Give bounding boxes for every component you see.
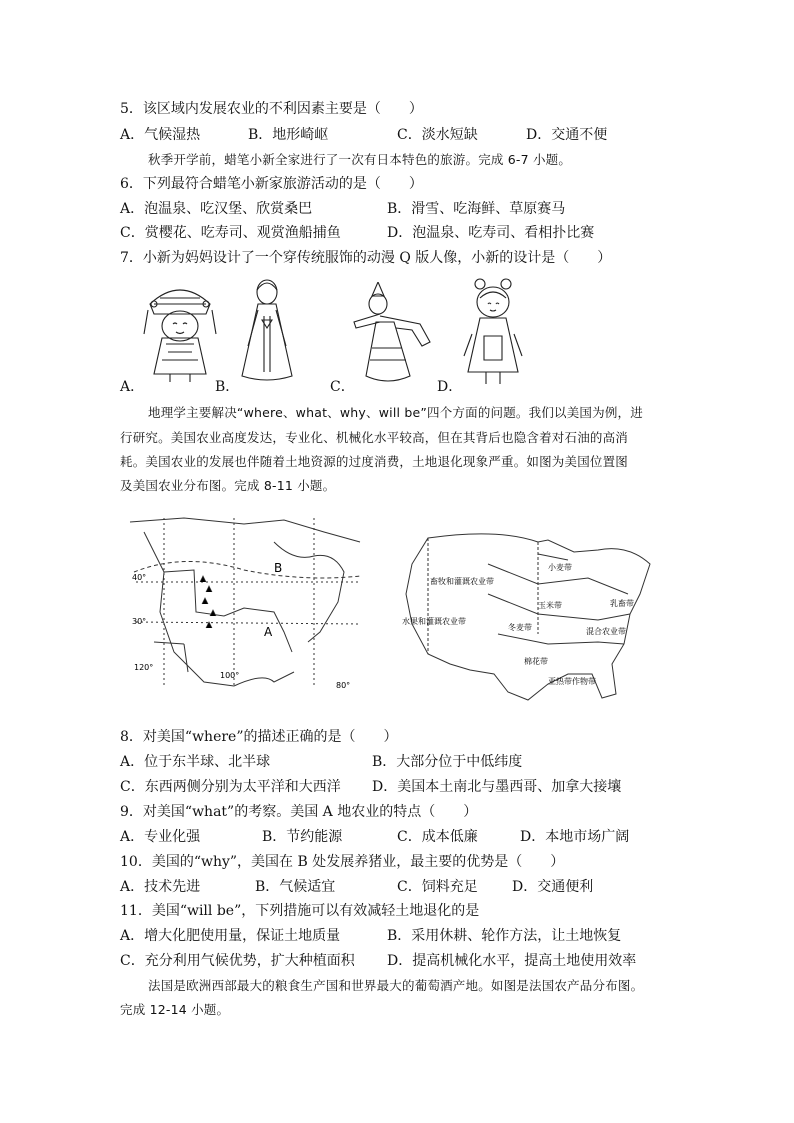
map1-label-lat40: 40°	[132, 573, 147, 582]
q8-option-b: B．大部分位于中低纬度	[372, 754, 523, 770]
q11-option-d: D．提高机械化水平，提高土地使用效率	[387, 953, 637, 969]
map2-label-fruit: 水果和灌溉农业带	[402, 617, 466, 626]
us-agriculture-map	[398, 524, 664, 716]
figure-d-costume-doll	[462, 276, 524, 388]
intro-8-11-line-3: 耗。美国农业的发展也伴随着土地资源的过度消费，土地退化现象严重。如图为美国位置图	[120, 454, 629, 469]
map1-label-lon80: 80°	[336, 681, 351, 690]
q6-option-a: A．泡温泉、吃汉堡、欣赏桑巴	[120, 201, 313, 217]
map2-label-corn: 玉米带	[538, 601, 562, 610]
q7-stem: 7．小新为妈妈设计了一个穿传统服饰的动漫 Q 版人像，小新的设计是（ ）	[120, 250, 612, 266]
q10-option-b: B．气候适宜	[255, 879, 336, 895]
figure-c-costume-doll	[350, 282, 440, 386]
q11-stem: 11．美国“will be”，下列措施可以有效减轻土地退化的是	[120, 903, 480, 919]
q10-option-c: C．饲料充足	[397, 879, 478, 895]
q6-option-b: B．滑雪、吃海鲜、草原赛马	[387, 201, 566, 217]
q8-option-a: A．位于东半球、北半球	[120, 754, 271, 770]
q11-option-b: B．采用休耕、轮作方法，让土地恢复	[387, 928, 622, 944]
q7-option-c: C．	[330, 379, 355, 395]
q11-option-c: C．充分利用气候优势，扩大种植面积	[120, 953, 355, 969]
q9-option-d: D．本地市场广阔	[520, 829, 630, 845]
q9-option-a: A．专业化强	[120, 829, 201, 845]
q6-stem: 6．下列最符合蜡笔小新家旅游活动的是（ ）	[120, 176, 423, 192]
map1-label-lat30: 30°	[132, 617, 147, 626]
map2-label-dairy: 乳畜带	[610, 599, 634, 608]
map1-label-a: A	[264, 625, 273, 639]
map2-label-ranching: 畜牧和灌溉农业带	[430, 577, 494, 586]
q5-stem: 5．该区域内发展农业的不利因素主要是（ ）	[120, 101, 423, 117]
q9-option-b: B．节约能源	[262, 829, 343, 845]
intro-12-14-line-1: 法国是欧洲西部最大的粮食生产国和世界最大的葡萄酒产地。如图是法国农产品分布图。	[148, 978, 644, 993]
intro-8-11-line-2: 行研究。美国农业高度发达，专业化、机械化水平较高，但在其背后也隐含着对石油的高消	[120, 430, 629, 445]
q7-option-b: B．	[215, 379, 240, 395]
map2-label-winter-wheat: 冬麦带	[508, 623, 532, 632]
q6-option-d: D．泡温泉、吃寿司、看相扑比赛	[387, 225, 595, 241]
q9-stem: 9．对美国“what”的考察。美国 A 地农业的特点（ ）	[120, 804, 478, 820]
map1-label-b: B	[274, 561, 283, 575]
intro-8-11-line-4: 及美国农业分布图。完成 8-11 小题。	[120, 478, 336, 493]
intro-8-11-line-1: 地理学主要解决“where、what、why、will be”四个方面的问题。我们以美国为例，进	[148, 405, 643, 420]
q11-option-a: A．增大化肥使用量，保证土地质量	[120, 928, 341, 944]
intro-6-7: 秋季开学前，蜡笔小新全家进行了一次有日本特色的旅游。完成 6-7 小题。	[148, 152, 572, 167]
intro-12-14-line-2: 完成 12-14 小题。	[120, 1002, 230, 1017]
q8-stem: 8．对美国“where”的描述正确的是（ ）	[120, 729, 398, 745]
q9-option-c: C．成本低廉	[397, 829, 478, 845]
q10-stem: 10．美国的“why”，美国在 B 处发展养猪业，最主要的优势是（ ）	[120, 854, 565, 870]
q6-option-c: C．赏樱花、吃寿司、观赏渔船捕鱼	[120, 225, 341, 241]
figure-a-costume-doll	[140, 274, 220, 386]
q10-option-a: A．技术先进	[120, 879, 201, 895]
map2-label-spring-wheat: 小麦带	[548, 563, 572, 572]
map1-label-lon100: 100°	[220, 671, 240, 680]
q8-option-c: C．东西两侧分别为太平洋和大西洋	[120, 779, 341, 795]
q5-option-c: C．淡水短缺	[397, 127, 478, 143]
map2-label-mixed: 混合农业带	[586, 627, 626, 636]
map2-label-cotton: 棉花带	[524, 657, 548, 666]
figure-b-costume-doll	[234, 276, 300, 386]
us-location-map	[124, 512, 368, 696]
map2-label-subtropical: 亚热带作物带	[548, 677, 596, 686]
q5-option-b: B．地形崎岖	[248, 127, 329, 143]
q7-option-d: D．	[437, 379, 463, 395]
q8-option-d: D．美国本土南北与墨西哥、加拿大接壤	[372, 779, 622, 795]
q5-option-a: A．气候湿热	[120, 127, 201, 143]
map1-label-lon120: 120°	[134, 663, 154, 672]
q7-option-a: A．	[120, 379, 145, 395]
q10-option-d: D．交通便利	[512, 879, 594, 895]
q5-option-d: D．交通不便	[526, 127, 608, 143]
